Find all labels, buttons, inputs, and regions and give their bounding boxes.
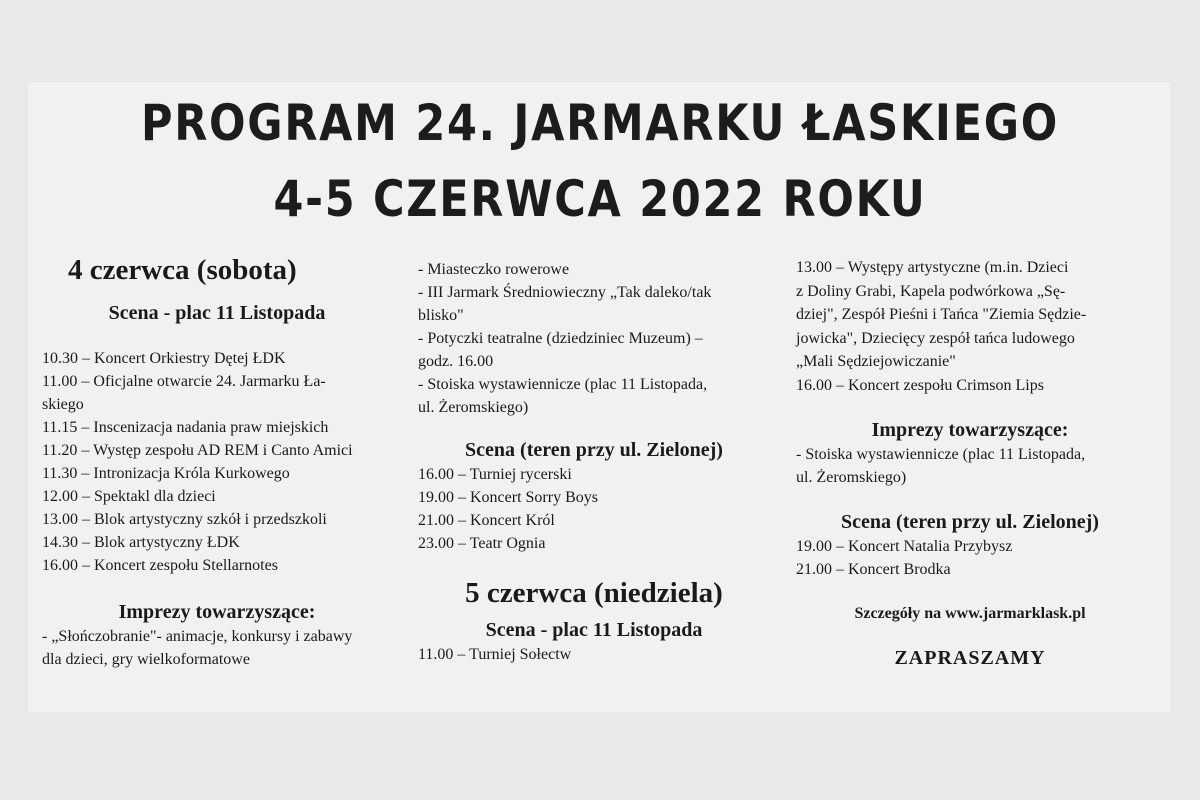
- day2-heading: 5 czerwca (niedziela): [465, 577, 723, 609]
- list-item: 16.00 – Turniej rycerski: [418, 466, 572, 483]
- list-item: 11.00 – Turniej Sołectw: [418, 646, 572, 663]
- list-item: skiego: [42, 396, 84, 413]
- list-item: „Mali Sędziejowiczanie": [796, 353, 956, 370]
- day1-stage1-list: [42, 347, 392, 577]
- website-link[interactable]: Szczegóły na www.jarmarklask.pl: [854, 605, 1086, 622]
- day1-stage2-heading: Scena (teren przy ul. Zielonej): [465, 439, 723, 461]
- list-item: blisko": [418, 307, 464, 324]
- list-item: dla dzieci, gry wielkoformatowe: [42, 651, 250, 668]
- list-item: 11.20 – Występ zespołu AD REM i Canto Amici: [42, 442, 353, 459]
- day1-side-heading: Imprezy towarzyszące:: [118, 601, 316, 623]
- column-3: [796, 256, 1144, 670]
- list-item: dziej", Zespół Pieśni i Tańca "Ziemia Sędzie-: [796, 306, 1087, 323]
- list-item: 21.00 – Koncert Król: [418, 512, 555, 529]
- list-item: 11.15 – Inscenizacja nadania praw miejskich: [42, 419, 329, 436]
- column-1: [42, 250, 392, 671]
- day1-heading: 4 czerwca (sobota): [68, 254, 297, 286]
- list-item: - III Jarmark Średniowieczny „Tak daleko/tak: [418, 284, 712, 301]
- day2-side-heading: Imprezy towarzyszące:: [871, 419, 1069, 441]
- list-item: jowicka", Dziecięcy zespół tańca ludowego: [796, 329, 1075, 347]
- list-item: 13.00 – Blok artystyczny szkół i przedszkoli: [42, 511, 327, 528]
- day1-stage1-heading: Scena - plac 11 Listopada: [108, 302, 326, 324]
- invitation-text: ZAPRASZAMY: [894, 647, 1046, 669]
- list-item: z Doliny Grabi, Kapela podwórkowa „Sę-: [796, 282, 1066, 300]
- list-item: 19.00 – Koncert Sorry Boys: [418, 489, 598, 506]
- list-item: ul. Żeromskiego): [418, 399, 529, 416]
- list-item: - Potyczki teatralne (dziedziniec Muzeum) –: [418, 330, 703, 347]
- list-item: - Stoiska wystawiennicze (plac 11 Listopada,: [796, 446, 1086, 463]
- day2-stage1-heading: Scena - plac 11 Listopada: [485, 619, 703, 641]
- list-item: 21.00 – Koncert Brodka: [796, 561, 951, 578]
- list-item: 13.00 – Występy artystyczne (m.in. Dzieci: [796, 259, 1069, 276]
- list-item: 12.00 – Spektakl dla dzieci: [42, 488, 216, 505]
- poster-title-line2: 4-5 CZERWCA 2022 ROKU: [273, 170, 927, 228]
- list-item: 10.30 – Koncert Orkiestry Dętej ŁDK: [42, 350, 286, 367]
- list-item: - „Słończobranie"- animacje, konkursy i zabawy: [42, 628, 353, 645]
- list-item: ul. Żeromskiego): [796, 469, 907, 486]
- day2-stage2-heading: Scena (teren przy ul. Zielonej): [841, 511, 1099, 533]
- list-item: 11.00 – Oficjalne otwarcie 24. Jarmarku Ła-: [42, 373, 326, 390]
- list-item: - Miasteczko rowerowe: [418, 261, 570, 278]
- list-item: 16.00 – Koncert zespołu Stellarnotes: [42, 557, 278, 574]
- list-item: 14.30 – Blok artystyczny ŁDK: [42, 534, 240, 551]
- column-2: [418, 258, 770, 666]
- list-item: 16.00 – Koncert zespołu Crimson Lips: [796, 376, 1044, 394]
- list-item: - Stoiska wystawiennicze (plac 11 Listopada,: [418, 376, 708, 393]
- list-item: 23.00 – Teatr Ognia: [418, 535, 546, 552]
- list-item: 11.30 – Intronizacja Króla Kurkowego: [42, 465, 290, 482]
- list-item: 19.00 – Koncert Natalia Przybysz: [796, 538, 1013, 555]
- list-item: godz. 16.00: [418, 353, 494, 370]
- poster-title-line1: PROGRAM 24. JARMARKU ŁASKIEGO: [140, 94, 1060, 152]
